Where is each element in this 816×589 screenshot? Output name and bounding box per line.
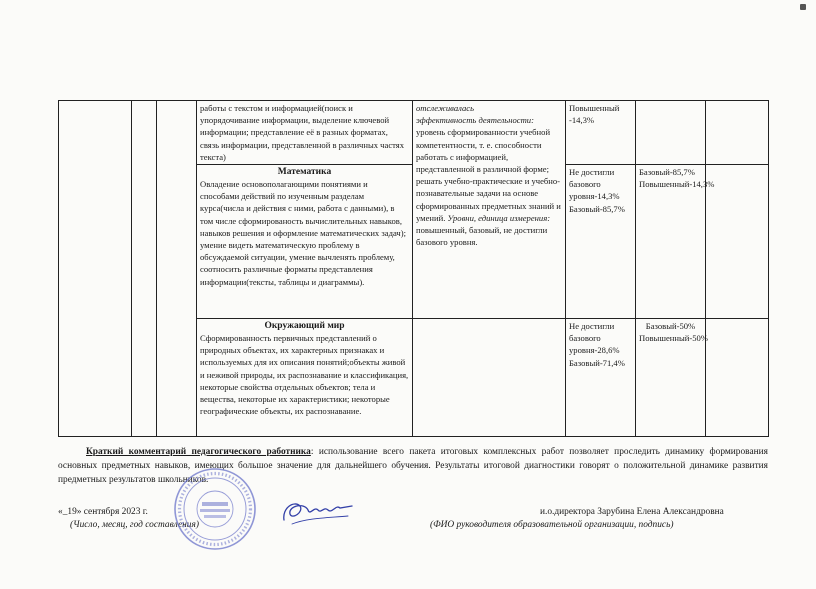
table-cell-empty xyxy=(157,101,197,437)
reading-advanced-level: Повышенный -14,3% xyxy=(566,101,636,165)
result-units: Уровни, единица измерения: xyxy=(447,212,551,223)
world-description: Сформированность первичных представлений о природных объектах, их характерных признаках и используемых для их описания понятий;объекты живой и неживой природы, их распознавание и классификация, некоторые свойства отдельных объектов; тела и вещества, некоторые их характеристики; некоторые географические объекты, их распознавание. xyxy=(200,333,409,417)
date-value: «_19» сентября 2023 г. xyxy=(58,507,148,517)
math-basic-b: Базовый-85,7% xyxy=(639,167,695,178)
world-basic-a: Базовый-71,4% xyxy=(569,357,625,368)
result-line1: отслеживалась xyxy=(416,103,475,113)
world-levels-b xyxy=(636,319,706,437)
result-line2: эффективность деятельности: xyxy=(416,115,534,126)
math-cell xyxy=(197,165,413,319)
table-cell-empty xyxy=(636,101,706,165)
math-description: Овладение основополагающими понятиями и способами действий по изученным разделам курса(числа и действия с ними, работа с данными), в том числе сформированость вычислительных навыков, навыков решения и оформление математических задач); умение видеть математическую проблему в обсуждаемой ситуации, умение вычленять проблему, соотносить различные форматы представления информации(тексты, таблицы и диаграммы). xyxy=(200,179,406,287)
director-name: и.о.директора Зарубина Елена Александровна xyxy=(540,507,724,517)
reading-skills-description: работы с текстом и информацией(поиск и упорядочивание информации, выделение ключевой информации; представление её в разных форматах, связь информации, представленной в различных частях текста) xyxy=(197,101,413,165)
world-cell xyxy=(197,319,413,437)
result-description xyxy=(413,101,566,319)
results-table xyxy=(58,100,769,437)
director-signature xyxy=(278,494,356,530)
comment-text: : использование всего пакета итоговых комплексных работ позволяет проследить динамику формирования основных предметных навыков, имеющих большое значение для дальнейшего обучения. Результаты итоговой диагностики говорят о положительной динамике развития предметных результатов школьников. xyxy=(58,447,768,485)
director-caption: (ФИО руководителя образовательной организации, подпись) xyxy=(430,520,674,530)
math-advanced: Повышенный-14,3% xyxy=(639,179,715,190)
teacher-comment xyxy=(58,445,768,487)
world-levels-a xyxy=(566,319,636,437)
world-advanced: Повышенный-50% xyxy=(639,333,708,344)
table-cell-empty xyxy=(59,101,132,437)
result-body: уровень сформированности учебной компетентности, т. е. способности работать с информацией, представленной в различной форме; решать учебно-практические и учебно-познавательные задачи на основе сформированных предметных знаний и умений. xyxy=(416,127,561,223)
corner-mark xyxy=(800,4,806,10)
table-cell-empty xyxy=(706,319,769,437)
math-not-reached: Не достигли базового уровня-14,3% xyxy=(569,167,620,202)
math-basic-a: Базовый-85,7% xyxy=(569,203,625,214)
math-title: Математика xyxy=(277,167,332,178)
table-cell-empty xyxy=(413,319,566,437)
school-stamp xyxy=(172,466,258,552)
math-levels-a xyxy=(566,165,636,319)
table-cell-empty xyxy=(706,165,769,319)
director-block xyxy=(430,506,724,532)
table-row xyxy=(59,101,769,165)
comment-lead: Краткий комментарий педагогического работника xyxy=(86,447,311,457)
world-basic-b: Базовый-50% xyxy=(645,321,696,332)
world-title: Окружающий мир xyxy=(264,321,345,332)
table-cell-empty xyxy=(132,101,157,437)
world-not-reached: Не достигли базового уровня-28,6% xyxy=(569,321,620,356)
result-units-body: повышенный, базовый, не достигли базового уровня. xyxy=(416,225,548,248)
date-caption: (Число, месяц, год составления) xyxy=(70,520,199,530)
math-levels-b xyxy=(636,165,715,319)
table-cell-empty xyxy=(706,101,769,165)
